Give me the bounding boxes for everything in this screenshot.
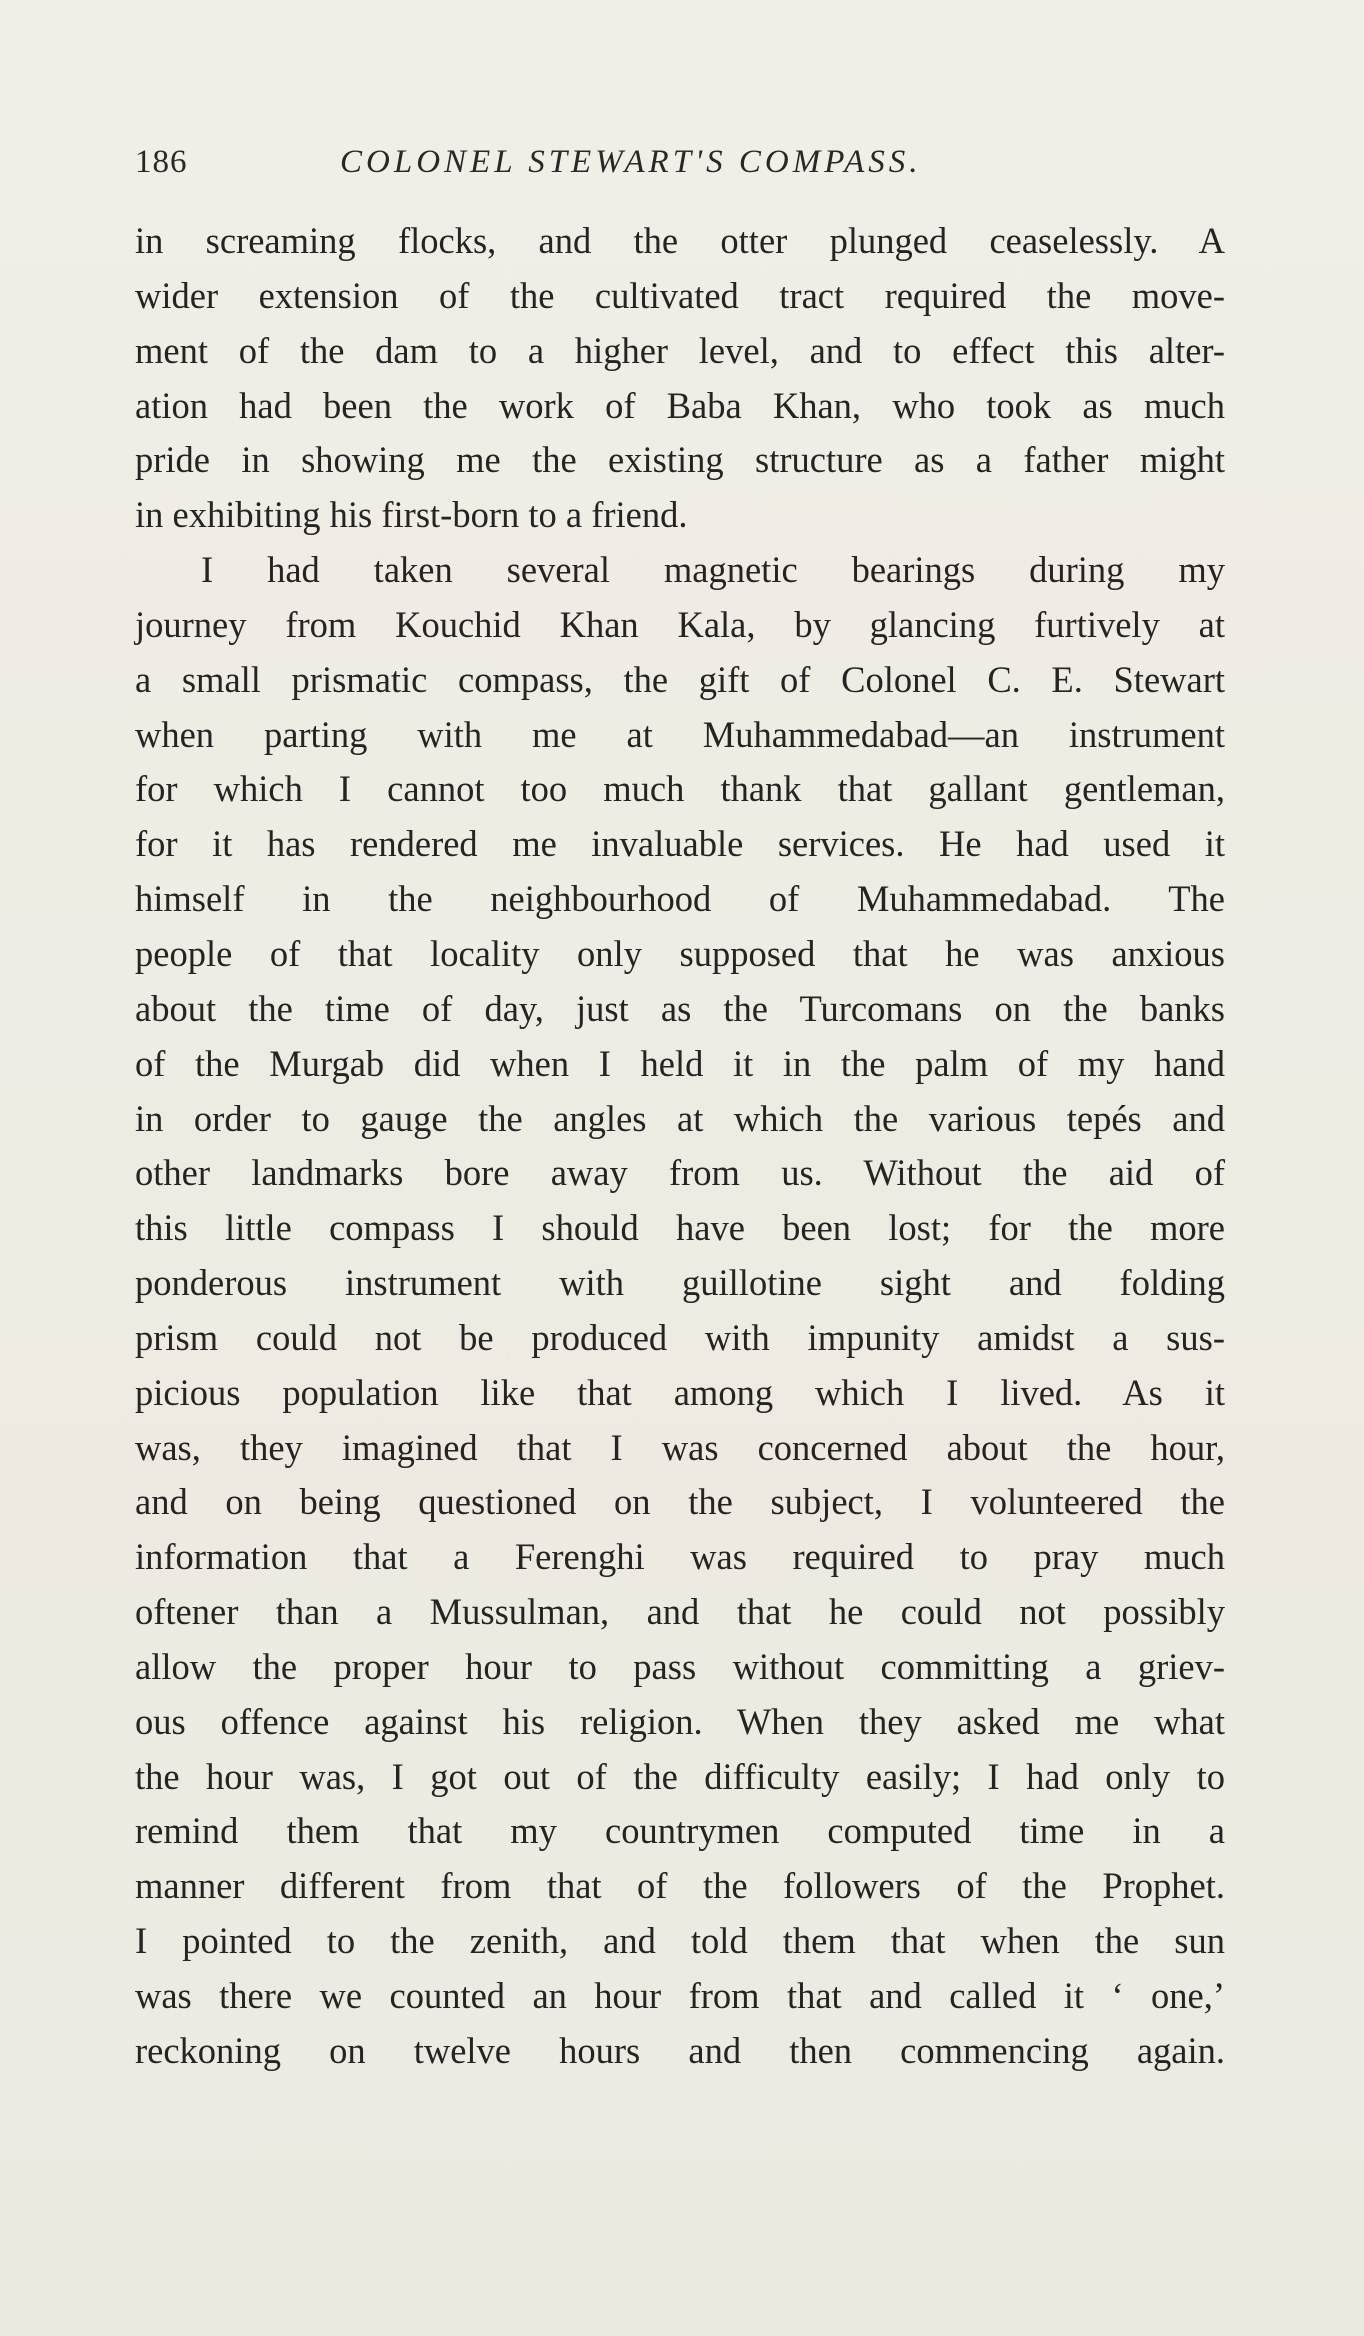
text-line: pride in showing me the existing structure as a father might: [135, 439, 1225, 481]
text-line: reckoning on twelve hours and then commencing again.: [135, 2029, 1225, 2071]
text-line: when parting with me at Muhammedabad—an instrument: [135, 713, 1225, 755]
text-line: in exhibiting his first-born to a friend.: [135, 494, 688, 536]
text-line: ation had been the work of Baba Khan, who took as much: [135, 384, 1225, 426]
running-head: [135, 140, 1225, 184]
text-line: the hour was, I got out of the difficulty easily; I had only to: [135, 1755, 1225, 1797]
text-line: picious population like that among which I lived. As it: [135, 1371, 1225, 1413]
body-text: [135, 214, 1225, 2079]
text-line: of the Murgab did when I held it in the palm of my hand: [135, 1042, 1225, 1084]
paragraph: [135, 214, 1225, 543]
page-number: 186: [135, 144, 188, 180]
text-line: was, they imagined that I was concerned about the hour,: [135, 1426, 1225, 1468]
text-line: about the time of day, just as the Turcomans on the banks: [135, 987, 1225, 1029]
text-line: in screaming flocks, and the otter plunged ceaselessly. A: [135, 220, 1225, 261]
text-line: I pointed to the zenith, and told them that when the sun: [135, 1920, 1225, 1962]
text-line: ponderous instrument with guillotine sight and folding: [135, 1262, 1225, 1304]
text-line: this little compass I should have been lost; for the more: [135, 1207, 1225, 1249]
text-line: was there we counted an hour from that and called it ‘ one,’: [135, 1975, 1225, 2016]
text-line: himself in the neighbourhood of Muhammedabad. The: [135, 878, 1225, 920]
running-title: COLONEL STEWART'S COMPASS.: [340, 144, 922, 180]
text-line: for it has rendered me invaluable services. He had used it: [135, 823, 1225, 865]
text-line: ous offence against his religion. When they asked me what: [135, 1700, 1225, 1742]
text-line: and on being questioned on the subject, I volunteered the: [135, 1481, 1225, 1523]
text-line: manner different from that of the followers of the Prophet.: [135, 1865, 1225, 1907]
text-line: remind them that my countrymen computed time in a: [135, 1810, 1225, 1852]
text-line: journey from Kouchid Khan Kala, by glancing furtively at: [135, 603, 1225, 645]
text-line: wider extension of the cultivated tract required the move-: [135, 274, 1225, 316]
text-line: for which I cannot too much thank that gallant gentleman,: [135, 768, 1225, 810]
text-line: a small prismatic compass, the gift of Colonel C. E. Stewart: [135, 658, 1225, 700]
text-line: in order to gauge the angles at which the various tepés and: [135, 1097, 1225, 1139]
text-line: prism could not be produced with impunity amidst a sus-: [135, 1316, 1225, 1358]
text-line: information that a Ferenghi was required to pray much: [135, 1536, 1225, 1578]
text-line: oftener than a Mussulman, and that he could not possibly: [135, 1591, 1225, 1633]
text-line: other landmarks bore away from us. Without the aid of: [135, 1152, 1225, 1194]
paragraph: [135, 543, 1225, 2079]
text-line: allow the proper hour to pass without committing a griev-: [135, 1645, 1225, 1687]
text-line: people of that locality only supposed that he was anxious: [135, 932, 1225, 974]
text-line: I had taken several magnetic bearings during my: [201, 549, 1225, 591]
text-line: ment of the dam to a higher level, and to effect this alter-: [135, 329, 1225, 371]
